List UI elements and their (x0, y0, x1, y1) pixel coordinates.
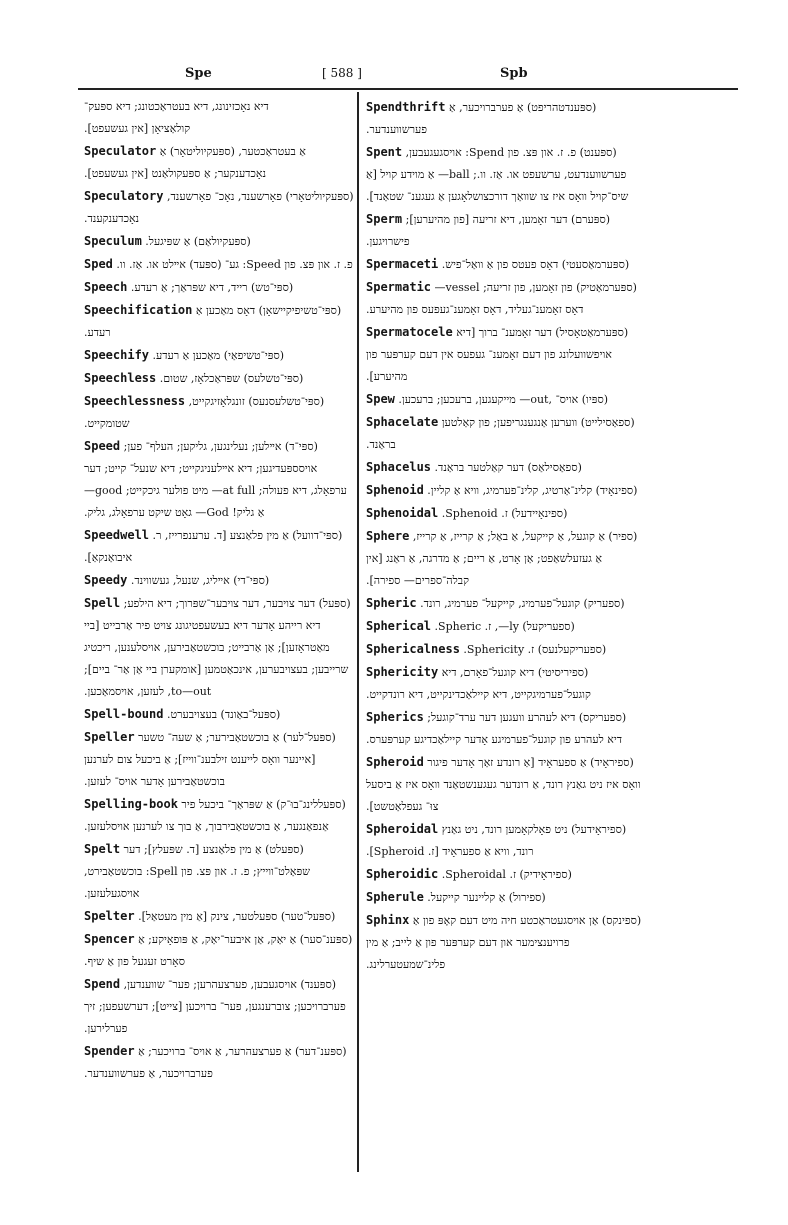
entry-definition: (ספּערם) דער זאָמען, דיא זריעה [פון מהיערען]; פישרויגען. (366, 213, 611, 248)
entry-headword: Sperm (366, 212, 403, 226)
dictionary-entry (366, 638, 642, 661)
entry-headword: Spent (366, 145, 403, 159)
entry-headword: Sphacelus (366, 460, 432, 474)
dictionary-entry (84, 96, 354, 118)
entry-definition: (ספיריסיטי) דיא קוגעל־פאָרם, דיא קוגעל־פערמיגקייט, דיא קיילאַכדינקייט, דיא רונדקייט. (366, 666, 591, 701)
entry-headword: Sphenoid (366, 483, 424, 497)
entry-definition: (ספיראָידיק) ז. Spheroidal. (441, 868, 572, 881)
entry-definition: (ספעריקעלנעס) ז. Sphericity. (463, 643, 607, 656)
entry-definition: (ספּי־דוועל) אַ מין פלאַנצע [ד. ערענפרייז, ר. איבואַנקאַ]. (84, 529, 343, 564)
entry-definition: (ספּי־טשיפאַי) מאַכען אַ רעדע. (152, 349, 285, 362)
entry-definition: (ספּעל־לער) אַ בוכשטאַבירער; אַ שעה־ טשער [איינער וואָס לייענט זילבענ־ווייז]; אַ ביכעל צום לערנען בוכשטאַבירען אָדער אויס־ לעזען. (84, 731, 336, 788)
dictionary-entry (366, 141, 642, 208)
entry-definition: דיא נאָכזינונג, דיא בעטראַכטונג; דיא ספּעק־ (84, 100, 269, 113)
dictionary-entry (366, 253, 642, 276)
dictionary-entry (84, 367, 354, 390)
dictionary-entry (84, 703, 354, 726)
entry-headword: Spender (84, 1044, 135, 1058)
entry-headword: Spermaceti (366, 257, 439, 271)
entry-definition: (ספּי־טשלעסנעס) זונגלאָזיגקייט, שטומקייט. (84, 395, 325, 430)
dictionary-entry (366, 321, 642, 388)
dictionary-entry (84, 592, 354, 703)
dictionary-entry (84, 726, 354, 793)
entry-headword: Speechless (84, 371, 157, 385)
dictionary-entry (366, 411, 642, 456)
entry-headword: Speechify (84, 348, 150, 362)
entry-headword: Spew (366, 392, 395, 406)
entry-headword: Spermatic (366, 280, 432, 294)
dictionary-entry (84, 253, 354, 276)
entry-definition: (ספּענ־דער) אַ פערצעהרער, אַ אויס־ ברויכער; אַ פערברויכער, אַ פערשווענדער. (84, 1045, 347, 1080)
page-number: [ 588 ] (322, 66, 362, 80)
entry-definition: (ספאַסילייט) ווערען אַנגענגריפען; פון קאַלטען בראַנד. (366, 416, 635, 451)
dictionary-entry (366, 456, 642, 479)
entry-headword: Spelling-book (84, 797, 178, 811)
dictionary-entry (366, 909, 642, 976)
entry-headword: Spell (84, 596, 121, 610)
entry-headword: Spheroidal (366, 822, 439, 836)
entry-headword: Speculatory (84, 189, 164, 203)
entry-definition: (ספּעקיוליטאָרי) פאָרשענד, נאָכ־ פאָרשענד, נאָכדענקענד. (84, 190, 354, 225)
header-rule (78, 88, 738, 90)
dictionary-entry (84, 230, 354, 253)
entry-headword: Sphericalness (366, 642, 460, 656)
dictionary-entry (84, 299, 354, 344)
entry-definition: (ספיר) אַ קוגעל, אַ קייקעל, אַ באַל; אַ קרייז, אַ קרייז, אַ געזעלשאַפט; אַן אָרט, אַ ריים; אַ מדרגה, אַ ראַנג [אין קבלה־ספרים— ספירה]. (366, 530, 638, 587)
left-column (84, 96, 354, 1176)
entry-definition: (ספעריקעל) ly—, ז. Spheric. (434, 620, 575, 633)
entry-headword: Sphere (366, 529, 410, 543)
entry-headword: Speller (84, 730, 135, 744)
entry-headword: Sphacelate (366, 415, 439, 429)
entry-headword: Spheroid (366, 755, 424, 769)
dictionary-entry (366, 592, 642, 615)
entry-definition: (ספּעל־באַונד) בעצויבערט. (166, 708, 281, 721)
entry-headword: Sped (84, 257, 113, 271)
dictionary-entry (366, 525, 642, 592)
entry-definition: (ספינאָיידעל) ז. Sphenoid. (441, 507, 568, 520)
dictionary-entry (366, 479, 642, 502)
entry-definition: (ספּעללינג־בוּ־ק) אַ שפּראַך־ ביכעל פיר אַנפאַנגער, אַ בוכשטאַבירבוך, אַ בוך צו לערנען אויסלעזען. (84, 798, 346, 833)
dictionary-entry (84, 793, 354, 838)
entry-definition: (ספּענ־סער) אַ יאַק, אַן איבער־יאַק, אַ פּופאָיקע; אַ סאָרט זעגעל פון אַ שיף. (84, 933, 353, 968)
entry-definition: (ספּי־טש) רייד, דיא שפּראַך; אַ רעדע. (130, 281, 294, 294)
entry-definition: פ. ז. און פּצ. פון Speed: גע־ (ספּעד) אײלט או. אַז. וו. (116, 258, 353, 271)
dictionary-entry (84, 435, 354, 524)
entry-definition: (ספּי־ד) אײלען; נעלינגען, גליקען; העלף־ פען; אויסספּעדיגען; דיא אײלעניגקייט; דיא שנעל־ קייט; דער ערפאָלג, דיא פעולה; at full— מיט פולער גיכקייט; good— אַ גליק! God— גאָט שיקט ערפאָלג, גליק. (84, 440, 347, 519)
dictionary-entry (84, 838, 354, 905)
dictionary-entry (366, 502, 642, 525)
entry-definition: (ספּיו) אויס־ ,out— מייקעגען, ברעכען; ברעכען. (398, 393, 609, 406)
entry-definition: (ספּי־טשיפיקיישאָן) דאָס מאַכען אַ רעדע. (84, 304, 342, 339)
dictionary-entry (84, 140, 354, 185)
entry-definition: (ספּערמאַטיק) פון זאָמען, פון זריעה; vessel— דאָס זאָמענ־געליד, דאָס זאָמענ־געפעס פון מהיערע. (366, 281, 637, 316)
entry-definition: (ספאַסילאַס) דער קאַלטער בראַנד. (434, 461, 582, 474)
entry-headword: Speechlessness (84, 394, 186, 408)
dictionary-entry (84, 185, 354, 230)
entry-headword: Speedy (84, 573, 128, 587)
dictionary-entry (84, 276, 354, 299)
dictionary-entry (366, 661, 642, 706)
entry-definition: (ספּי־טשלעס) שפּראַכלאָז, שטום. (159, 372, 304, 385)
entry-headword: Spheroidic (366, 867, 439, 881)
dictionary-entry (366, 615, 642, 638)
entry-definition: (ספּעל־טער) ספּעלטער, צינק [אַ מין מעטאַל]. (138, 910, 336, 923)
entry-definition: (ספעריק) קוגעל־פערמיג, קייקעל־ פערמיג, רונד. (420, 597, 625, 610)
entry-headword: Spherics (366, 710, 424, 724)
entry-definition: (ספּענט) פ. ז. און פּצ. פון Spend: אויסגעגעבען, פערשווענדעט, ערשעפט או. אַז. וו.; ball— אַ מוידע קויל [אַ שיס־קויל וואָס איז צו שוואַך דורכצושלאָגען אַ געגענ־ שטאַנד]. (366, 146, 629, 203)
entry-headword: Spelt (84, 842, 121, 856)
dictionary-entry (366, 96, 642, 141)
entry-definition: (ספּעלט) אַ מין פלאַנצע [ד. שפּעלץ]; דער שפּאַלט־ווייץ; פ. ז. און פּצ. פון Spell: בוכשטאַבירט, אויסגעלעזען. (84, 843, 311, 900)
entry-headword: Spherical (366, 619, 432, 633)
right-column (366, 96, 642, 1176)
entry-definition: (ספיראָידעל) ניט פאָלקאָמען רונד, ניט גאַנץ רונד, וויא אַ ספעראָיד [ז. Spheroid]. (366, 823, 627, 858)
entry-headword: Spend (84, 977, 121, 991)
entry-headword: Spherule (366, 890, 424, 904)
entry-definition: (ספיראָיד) אַ ספעראָיד [אַ רונדע זאַך אָדער פיגור וואָס איז ניט גאַנץ רונד, אַ רונדער געגענשטאַנד וואָס איז אַ ביסעל צוּ־ געפלאַטשט]. (366, 756, 641, 813)
entry-headword: Speculum (84, 234, 142, 248)
dictionary-entry (366, 388, 642, 411)
entry-definition: (ספּערמאַטאָסיל) דער זאָמענ־ ברוך [דיא אויפשוועלונג פון דעם זאָמענ־ געפעס אין דעם קערפּער פון מהיערע]. (366, 326, 629, 383)
dictionary-entry (84, 569, 354, 592)
entry-definition: (ספּי־די) אײליג, שנעל, געשווינד. (130, 574, 270, 587)
entry-definition: (ספירול) אַ קליינער קייקעל. (427, 891, 546, 904)
dictionary-entry (84, 390, 354, 435)
entry-headword: Spell-bound (84, 707, 164, 721)
entry-headword: Speed (84, 439, 121, 453)
dictionary-entry (84, 905, 354, 928)
dictionary-entry (366, 751, 642, 818)
header-left-guideword: Spe (185, 66, 212, 81)
entry-headword: Speech (84, 280, 128, 294)
dictionary-entry (366, 886, 642, 909)
entry-headword: Spelter (84, 909, 135, 923)
column-divider (357, 92, 359, 1172)
entry-definition: אַ בעטראַכטער, (ספּעקיוליטאָר) אַ נאָכדענקער; אַ ספּעקולאַנט [אין געשעפט]. (84, 145, 306, 180)
entry-headword: Speculator (84, 144, 157, 158)
entry-headword: Speedwell (84, 528, 150, 542)
entry-definition: קולאַציאָן [אין געשעפט]. (84, 122, 191, 135)
entry-headword: Speechification (84, 303, 193, 317)
dictionary-entry (366, 208, 642, 253)
entry-definition: (ספּענד) אויסגעבען, פערצעהרען; פער־ שווענדען, פערברויכען; צוברענגען, פער־ ברויכען [צייט]; דערשעפען; זיך פערלירען. (84, 978, 346, 1035)
entry-definition: (ספינאָיד) קלינ־אַרטיג, קלינ־פערמיג, וויא אַ קליין. (427, 484, 638, 497)
dictionary-entry (84, 1040, 354, 1085)
dictionary-entry (84, 118, 354, 140)
entry-headword: Sphericity (366, 665, 439, 679)
entry-headword: Spermatocele (366, 325, 453, 339)
entry-definition: (ספעריקס) דיא לעהרע וועגען דער ערד־קוגעל; דיא לעהרע פון קוגעל־פערמיגע אָדער קיילאַכדיגע קערפּערס. (366, 711, 627, 746)
entry-definition: (ספּעל) דער צויבער, דער צויבער־שפּרוך; דיא הילפע; דיא רייהע אָדער דיא בעשעפטיגונג צויט פיר אַרבייט [ביי מאַטראָזען]; אַן אַרבייט; בוכשטאַבירען, אויסלענען, ריכטיג שרייבען; בעצויבערען, אינכאַטמען [אומקערן ביי אַן אַר־ ביים]; to—out, לעזען, אויסמאַכען. (84, 597, 351, 698)
entry-headword: Spendthrift (366, 100, 446, 114)
entry-definition: (ספּעקיולאַם) אַ שפּיגעל. (145, 235, 251, 248)
dictionary-entry (366, 706, 642, 751)
dictionary-entry (366, 276, 642, 321)
dictionary-entry (366, 863, 642, 886)
entry-definition: (ספינקס) אַן אויסגעטראַכטע חיה מיט דעם קאָפּ פון אַ פרויענצימער און דעם קערפּער פון אַ לייב; אַ מין פלינ־שמעטערלינג. (366, 914, 642, 971)
dictionary-entry (84, 344, 354, 367)
entry-headword: Spencer (84, 932, 135, 946)
dictionary-entry (366, 818, 642, 863)
dictionary-entry (84, 973, 354, 1040)
entry-definition: (ספּערמאַסעטי) דאָס פעטס פון אַ וואַל־פיש. (441, 258, 630, 271)
entry-headword: Spheric (366, 596, 417, 610)
dictionary-entry (84, 524, 354, 569)
entry-headword: Sphenoidal (366, 506, 439, 520)
dictionary-entry (84, 928, 354, 973)
entry-headword: Sphinx (366, 913, 410, 927)
entry-definition: (ספּענדטהריפט) אַ פערברויכער, אַ פערשווענדער. (366, 101, 597, 136)
header-right-guideword: Spb (500, 66, 528, 81)
